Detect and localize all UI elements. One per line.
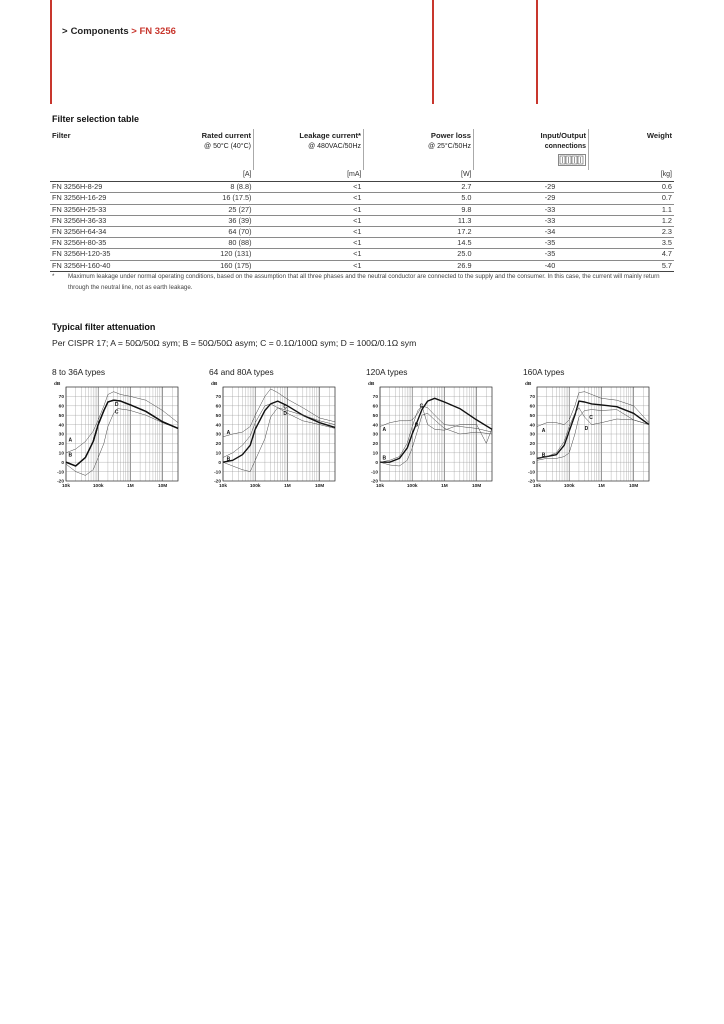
cell-rated-current: 120 (131) <box>149 249 254 260</box>
breadcrumb <box>62 26 176 37</box>
y-tick-label: 20 <box>529 442 535 448</box>
cell-weight: 4.7 <box>589 249 675 260</box>
attenuation-legend: Per CISPR 17; A = 50Ω/50Ω sym; B = 50Ω/50Ω asym; C = 0.1Ω/100Ω sym; D = 100Ω/0.1Ω sym <box>52 338 417 348</box>
x-tick-label: 1M <box>598 484 605 489</box>
attenuation-chart-160a <box>523 379 663 491</box>
cell-leakage: <1 <box>254 226 364 237</box>
table-row <box>50 226 674 237</box>
curve-label: A <box>226 430 231 436</box>
y-tick-label: 20 <box>58 442 64 448</box>
y-tick-label: 0 <box>61 460 64 466</box>
curve-label: C <box>419 403 424 410</box>
table-row <box>50 260 674 271</box>
x-tick-label: 100k <box>406 484 418 489</box>
curve-label: B <box>226 456 231 463</box>
cell-filter: FN 3256H-8-29 <box>50 182 149 193</box>
y-tick-label: 70 <box>58 395 64 401</box>
y-tick-label: 60 <box>58 404 64 410</box>
footnote <box>52 271 672 293</box>
x-tick-label: 10M <box>628 484 639 489</box>
curve-label: C <box>589 414 593 421</box>
cell-power-loss: 9.8 <box>364 204 474 215</box>
unit-weight: [kg] <box>589 170 675 182</box>
y-tick-label: -10 <box>214 470 221 476</box>
breadcrumb-separator-2: > <box>131 26 137 37</box>
cell-power-loss: 25.0 <box>364 249 474 260</box>
cell-power-loss: 14.5 <box>364 238 474 249</box>
table-row <box>50 204 674 215</box>
y-tick-label: 10 <box>529 451 535 457</box>
curve-label: B <box>541 452 546 459</box>
cell-weight: 0.6 <box>589 182 675 193</box>
curve-label: D <box>414 422 419 429</box>
x-tick-label: 100k <box>92 484 104 489</box>
chart-title: 64 and 80A types <box>209 367 274 377</box>
cell-rated-current: 36 (39) <box>149 215 254 226</box>
y-tick-label: 30 <box>372 432 378 438</box>
y-tick-label: 70 <box>215 395 221 401</box>
header-weight: Weight <box>589 129 675 170</box>
curve-label: D <box>584 426 589 433</box>
cell-weight: 5.7 <box>589 260 675 271</box>
unit-power-loss: [W] <box>364 170 474 182</box>
y-tick-label: 40 <box>372 423 378 429</box>
curve-label: C <box>283 404 288 411</box>
table-row <box>50 193 674 204</box>
breadcrumb-separator: > <box>62 26 68 37</box>
table-row <box>50 182 674 193</box>
cell-filter: FN 3256H-25-33 <box>50 204 149 215</box>
cell-filter: FN 3256H-80-35 <box>50 238 149 249</box>
cell-io: -29 <box>474 182 589 193</box>
table-units-row <box>50 170 674 182</box>
cell-weight: 3.5 <box>589 238 675 249</box>
y-tick-label: 0 <box>218 460 221 466</box>
cell-io: -40 <box>474 260 589 271</box>
breadcrumb-section: Components <box>70 26 129 37</box>
y-tick-label: -20 <box>57 479 64 485</box>
cell-rated-current: 64 (70) <box>149 226 254 237</box>
cell-leakage: <1 <box>254 215 364 226</box>
y-tick-label: 10 <box>58 451 64 457</box>
cell-rated-current: 80 (88) <box>149 238 254 249</box>
y-tick-label: 30 <box>58 432 64 438</box>
cell-io: -33 <box>474 215 589 226</box>
y-axis-label: dB <box>525 382 532 387</box>
y-tick-label: 40 <box>215 423 221 429</box>
cell-rated-current: 16 (17.5) <box>149 193 254 204</box>
unit-leakage: [mA] <box>254 170 364 182</box>
y-tick-label: 60 <box>529 404 535 410</box>
cell-weight: 2.3 <box>589 226 675 237</box>
filter-selection-table <box>50 129 674 272</box>
y-tick-label: 20 <box>372 442 378 448</box>
y-tick-label: 60 <box>372 404 378 410</box>
header-rated-current: Rated current @ 50°C (40°C) <box>201 131 251 150</box>
curve-label: A <box>541 428 546 435</box>
terminal-connector-icon <box>558 154 586 166</box>
cell-leakage: <1 <box>254 204 364 215</box>
y-tick-label: 70 <box>372 395 378 401</box>
cell-leakage: <1 <box>254 260 364 271</box>
y-tick-label: -20 <box>214 479 221 485</box>
table-row <box>50 215 674 226</box>
cell-io: -33 <box>474 204 589 215</box>
cell-filter: FN 3256H-160-40 <box>50 260 149 271</box>
x-tick-label: 10M <box>157 484 168 489</box>
x-tick-label: 10M <box>471 484 482 489</box>
attenuation-chart-64-and-80a <box>209 379 349 491</box>
y-tick-label: -10 <box>371 470 378 476</box>
y-tick-label: 10 <box>215 451 221 457</box>
cell-rated-current: 160 (175) <box>149 260 254 271</box>
curve-label: B <box>68 452 73 459</box>
cell-power-loss: 2.7 <box>364 182 474 193</box>
table-row <box>50 249 674 260</box>
y-tick-label: 50 <box>529 413 535 419</box>
y-tick-label: -20 <box>528 479 535 485</box>
header-rule-middle <box>432 0 434 104</box>
header-leakage-current: Leakage current* @ 480VAC/50Hz <box>254 129 364 170</box>
chart-title: 160A types <box>523 367 565 377</box>
y-tick-label: -10 <box>57 470 64 476</box>
chart-8-to-36a <box>52 367 202 491</box>
cell-weight: 0.7 <box>589 193 675 204</box>
y-tick-label: -10 <box>528 470 535 476</box>
cell-io: -34 <box>474 226 589 237</box>
y-tick-label: 10 <box>372 451 378 457</box>
x-tick-label: 10k <box>375 484 385 489</box>
x-tick-label: 1M <box>127 484 134 489</box>
y-tick-label: 30 <box>215 432 221 438</box>
grid <box>380 387 492 481</box>
cell-io: -35 <box>474 238 589 249</box>
header-rule-left <box>50 0 52 104</box>
x-tick-label: 10k <box>532 484 542 489</box>
header-io-connections: Input/Output connections <box>474 129 589 170</box>
y-axis-label: dB <box>368 382 375 387</box>
y-tick-label: 40 <box>58 423 64 429</box>
grid <box>537 387 649 481</box>
chart-title: 8 to 36A types <box>52 367 106 377</box>
x-tick-label: 10k <box>61 484 71 489</box>
cell-rated-current: 8 (8.8) <box>149 182 254 193</box>
table-row <box>50 238 674 249</box>
x-tick-label: 10M <box>314 484 325 489</box>
footnote-text: Maximum leakage under normal operating conditions, based on the assumption that all three phases and the neutral conductor are connected to the supply and the consumer. In this case, the current will mainly return through the neutral line, not as earth leakage. <box>68 273 660 291</box>
breadcrumb-product: FN 3256 <box>139 26 176 37</box>
cell-filter: FN 3256H-64-34 <box>50 226 149 237</box>
curve-label: B <box>382 455 387 462</box>
x-tick-label: 1M <box>284 484 291 489</box>
curve-label: A <box>382 427 387 434</box>
y-tick-label: 0 <box>375 460 378 466</box>
cell-power-loss: 5.0 <box>364 193 474 204</box>
y-tick-label: 20 <box>215 442 221 448</box>
table-title: Filter selection table <box>52 114 140 124</box>
cell-io: -29 <box>474 193 589 204</box>
cell-filter: FN 3256H-120-35 <box>50 249 149 260</box>
curve-label: C <box>114 409 119 416</box>
cell-leakage: <1 <box>254 193 364 204</box>
y-tick-label: 0 <box>532 460 535 466</box>
y-tick-label: 40 <box>529 423 535 429</box>
attenuation-chart-8-to-36a <box>52 379 192 491</box>
y-tick-label: 60 <box>215 404 221 410</box>
cell-io: -35 <box>474 249 589 260</box>
x-tick-label: 100k <box>563 484 575 489</box>
cell-weight: 1.1 <box>589 204 675 215</box>
y-axis-label: dB <box>54 382 61 387</box>
y-tick-label: 50 <box>58 413 64 419</box>
y-tick-label: -20 <box>371 479 378 485</box>
attenuation-chart-120a <box>366 379 506 491</box>
x-tick-label: 10k <box>218 484 228 489</box>
curve-label: D <box>283 411 288 418</box>
footnote-marker: * <box>52 273 55 280</box>
header-power-loss: Power loss @ 25°C/50Hz <box>364 129 474 170</box>
unit-rated-current: [A] <box>149 170 254 182</box>
header-rule-right <box>536 0 538 104</box>
chart-title: 120A types <box>366 367 408 377</box>
x-tick-label: 1M <box>441 484 448 489</box>
y-tick-label: 30 <box>529 432 535 438</box>
cell-power-loss: 11.3 <box>364 215 474 226</box>
cell-leakage: <1 <box>254 182 364 193</box>
y-tick-label: 50 <box>372 413 378 419</box>
header-filter: Filter <box>52 131 71 140</box>
curve-label: D <box>114 401 119 408</box>
y-axis-label: dB <box>211 382 218 387</box>
attenuation-title: Typical filter attenuation <box>52 322 156 332</box>
chart-120a <box>366 367 516 491</box>
table-header-row <box>50 129 674 170</box>
cell-filter: FN 3256H-36-33 <box>50 215 149 226</box>
chart-64-and-80a <box>209 367 359 491</box>
cell-weight: 1.2 <box>589 215 675 226</box>
x-tick-label: 100k <box>249 484 261 489</box>
cell-rated-current: 25 (27) <box>149 204 254 215</box>
y-tick-label: 50 <box>215 413 221 419</box>
cell-leakage: <1 <box>254 249 364 260</box>
cell-leakage: <1 <box>254 238 364 249</box>
cell-filter: FN 3256H-16-29 <box>50 193 149 204</box>
cell-power-loss: 26.9 <box>364 260 474 271</box>
chart-160a <box>523 367 673 491</box>
curve-label: A <box>68 437 73 444</box>
y-tick-label: 70 <box>529 395 535 401</box>
cell-power-loss: 17.2 <box>364 226 474 237</box>
